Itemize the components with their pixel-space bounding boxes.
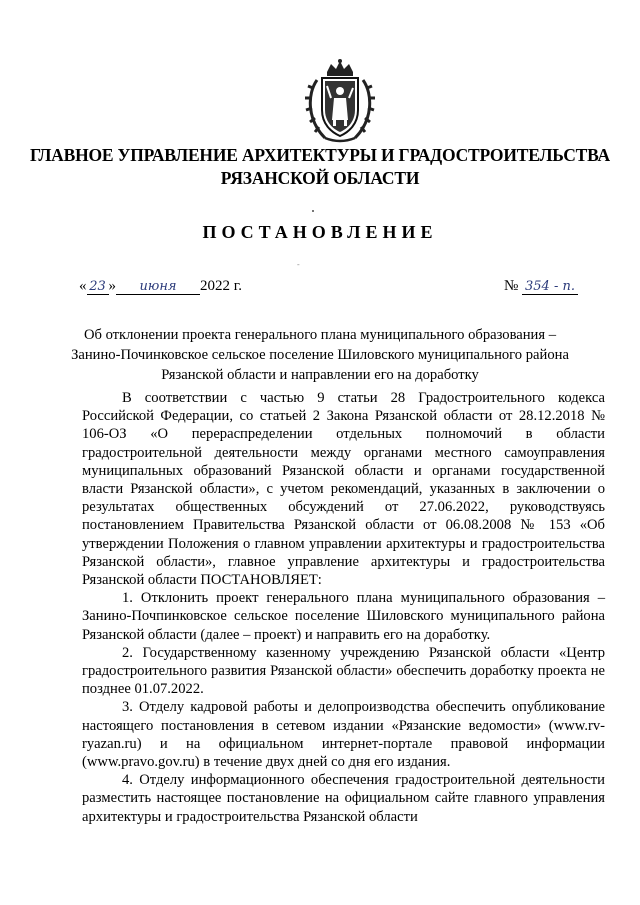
subject-line-3: Рязанской области и направлении его на доработку [161,367,479,383]
org-line-1: ГЛАВНОЕ УПРАВЛЕНИЕ АРХИТЕКТУРЫ И ГРАДОСТРОИТЕЛЬСТВА [30,145,610,165]
date-close-quote: » [108,278,116,294]
organization-name [0,144,640,190]
document-subject [70,325,570,385]
scan-mark: - [297,260,300,269]
item-4-paragraph: 4. Отделу информационного обеспечения градостроительной деятельности разместить настоящее постановление на официальном сайте главного управления архитектуры и градостроительства Рязанской области [82,772,605,825]
item-2-paragraph: 2. Государственному казенному учреждению Рязанской области «Центр градостроительного развития Рязанской области» обеспечить доработку проекта не позднее 01.07.2022. [82,644,605,698]
date-day: 23 [87,279,109,295]
date-year: 2022 г. [200,278,242,294]
item-1-paragraph: 1. Отклонить проект генерального плана муниципального образования – Занино-Почпинковское сельское поселение Шиловского муниципального района Рязанской области (далее – проект) и направить его на доработку. [82,590,605,643]
subject-line-1: Об отклонении проекта генерального плана муниципального образования – [83,327,557,343]
document-number: 354 - п. [522,279,578,295]
document-number-line [504,278,578,295]
item-3-paragraph: 3. Отделу кадровой работы и делопроизводства обеспечить опубликование настоящего постановления в сетевом издании «Рязанские ведомости» (www.rv-ryazan.ru) и на официальном интернет-портале правовой информации (www.pravo.gov.ru) в течение двух дней со дня его издания. [82,699,605,771]
scan-speck [312,210,314,212]
date-month: июня [116,279,200,295]
date-line [79,278,242,295]
date-open-quote: « [79,278,87,294]
document-type-title: ПОСТАНОВЛЕНИЕ [202,222,438,242]
preamble-paragraph: В соответствии с частью 9 статьи 28 Градостроительного кодекса Российской Федерации, со статьей 2 Закона Рязанской области от 28.12.2018 № 106-ОЗ «О перераспределении отдельных полномочий в области градостроительной деятельности между органами местного самоуправления муниципальных образований Рязанской области и органами государственной власти Рязанской области», с учетом рекомендаций, указанных в заключении о результатах общественных обсуждений от 27.06.2022, руководствуясь постановлением Правительства Рязанской области от 06.08.2008 № 153 «Об утверждении Положения о главном управлении архитектуры и градостроительства Рязанской области», главное управление архитектуры и градостроительства Рязанской области ПОСТАНОВЛЯЕТ: [82,390,605,589]
subject-line-2: Занино-Починковское сельское поселение Шиловского муниципального района [71,347,569,363]
coat-of-arms-icon [303,58,377,146]
document-body [82,389,605,826]
number-prefix: № [503,278,519,294]
org-line-2: РЯЗАНСКОЙ ОБЛАСТИ [220,168,420,188]
